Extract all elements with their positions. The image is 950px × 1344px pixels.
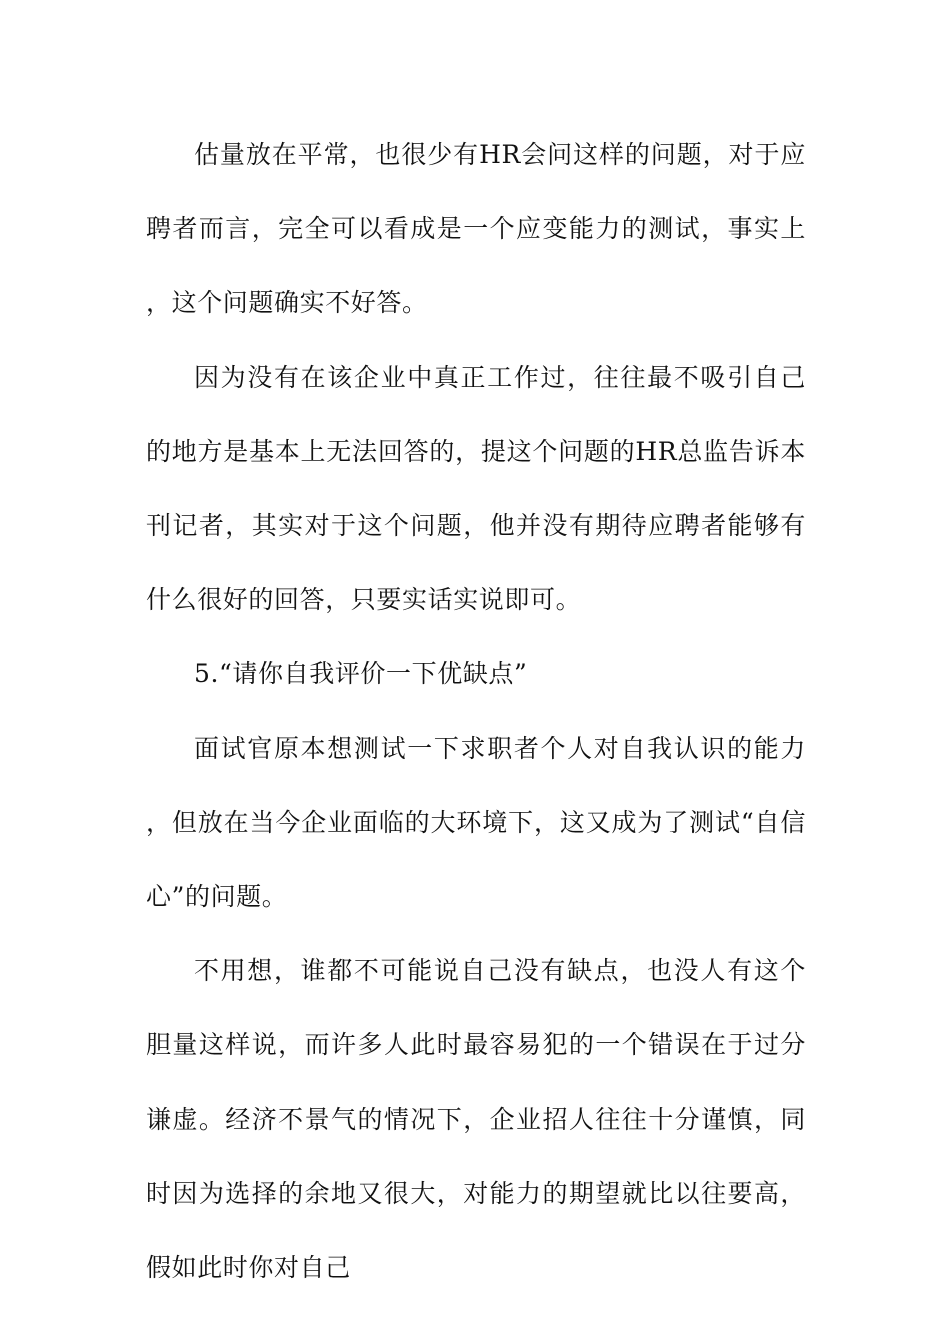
paragraph-1: 估量放在平常，也很少有HR会问这样的问题，对于应聘者而言，完全可以看成是一个应变能力的测试，事实上，这个问题确实不好答。 (146, 140, 806, 318)
section-heading: 5.“请你自我评价一下优缺点” (194, 659, 528, 689)
paragraph-4: 不用想，谁都不可能说自己没有缺点，也没人有这个胆量这样说，而许多人此时最容易犯的一个错误在于过分谦虚。经济不景气的情况下，企业招人往往十分谨慎，同时因为选择的余地又很大，对能力的期望就比以往要高，假如此时你对自己 (146, 956, 806, 1283)
paragraph-3: 面试官原本想测试一下求职者个人对自我认识的能力，但放在当今企业面临的大环境下，这又成为了测试“自信心”的问题。 (146, 733, 806, 912)
paragraph-2: 因为没有在该企业中真正工作过，往往最不吸引自己的地方是基本上无法回答的，提这个问题的HR总监告诉本刊记者，其实对于这个问题，他并没有期待应聘者能够有什么很好的回答，只要实话实说即可。 (146, 362, 806, 615)
document-body (146, 118, 806, 1305)
